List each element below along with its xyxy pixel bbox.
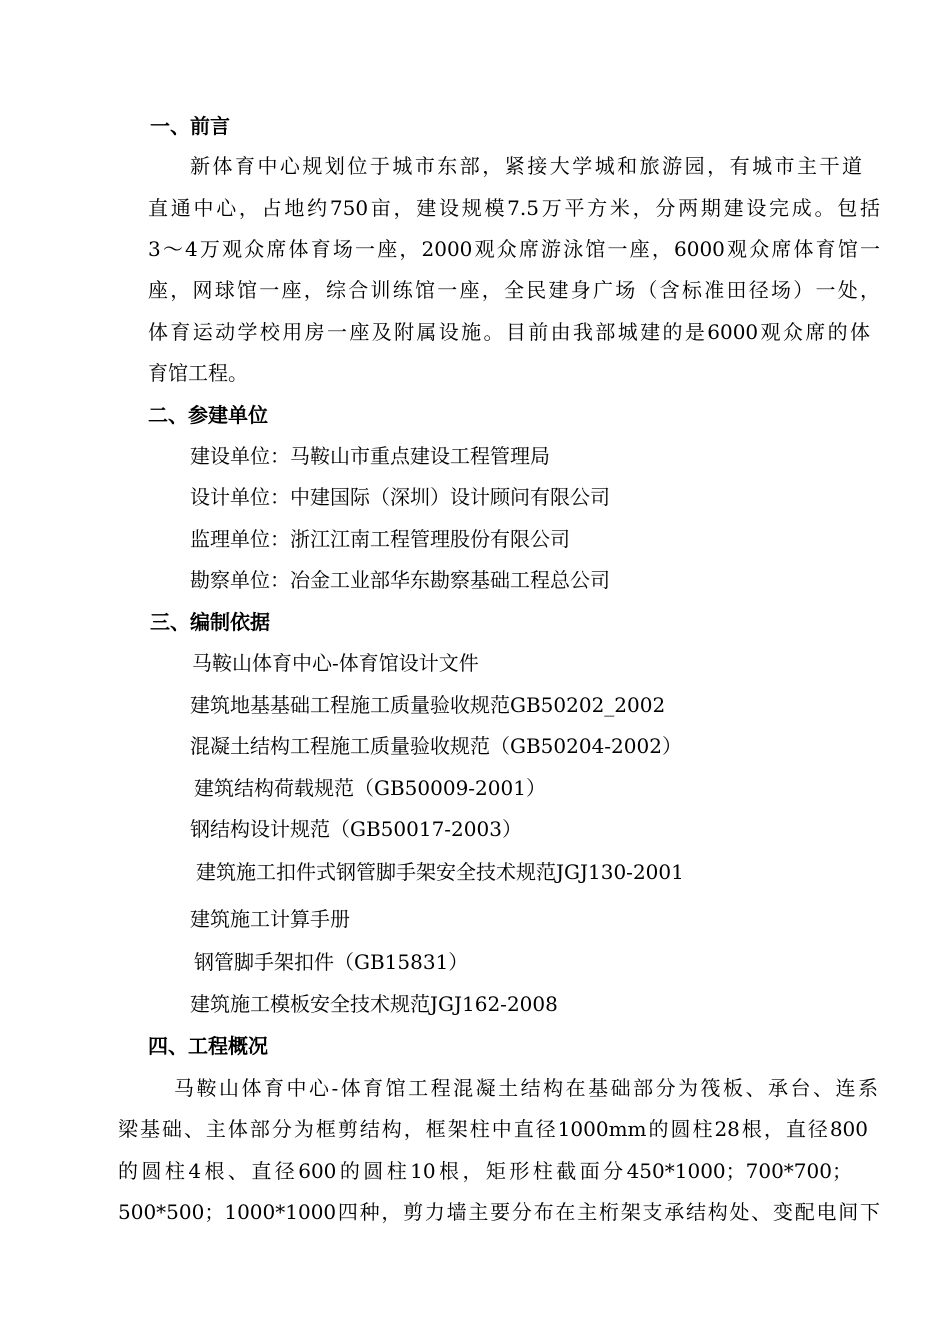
paragraph-line: 育馆工程。 <box>148 361 248 385</box>
paragraph-line: 直通中心，占地约750亩，建设规模7.5万平方米，分两期建设完成。包括 <box>148 196 880 220</box>
paragraph-line: 3～4万观众席体育场一座，2000观众席游泳馆一座，6000观众席体育馆一 <box>148 237 880 261</box>
unit-line: 监理单位：浙江江南工程管理股份有限公司 <box>190 527 570 551</box>
basis-item: 建筑施工模板安全技术规范JGJ162-2008 <box>190 992 558 1016</box>
unit-line: 勘察单位：冶金工业部华东勘察基础工程总公司 <box>190 568 610 592</box>
basis-item: 钢结构设计规范（GB50017-2003） <box>190 817 522 841</box>
basis-item: 建筑施工扣件式钢管脚手架安全技术规范JGJ130-2001 <box>196 860 684 884</box>
basis-item: 马鞍山体育中心-体育馆设计文件 <box>192 651 479 675</box>
paragraph-line: 新体育中心规划位于城市东部，紧接大学城和旅游园，有城市主干道 <box>190 154 862 178</box>
paragraph-line: 体育运动学校用房一座及附属设施。目前由我部城建的是6000观众席的体 <box>148 320 870 344</box>
unit-line: 建设单位：马鞍山市重点建设工程管理局 <box>190 444 550 468</box>
unit-line: 设计单位：中建国际（深圳）设计顾问有限公司 <box>190 485 610 509</box>
section-heading-preface: 一、前言 <box>150 114 230 138</box>
section-heading-units: 二、参建单位 <box>148 403 268 427</box>
paragraph-line: 的圆柱4根、直径600的圆柱10根，矩形柱截面分450*1000；700*700； <box>118 1159 852 1183</box>
basis-item: 钢管脚手架扣件（GB15831） <box>194 950 469 974</box>
basis-item: 建筑地基基础工程施工质量验收规范GB50202_2002 <box>190 693 666 717</box>
basis-item: 混凝土结构工程施工质量验收规范（GB50204-2002） <box>190 734 682 758</box>
paragraph-line: 座，网球馆一座，综合训练馆一座，全民建身广场（含标准田径场）一处， <box>148 278 880 302</box>
section-heading-basis: 三、编制依据 <box>150 610 270 634</box>
section-heading-overview: 四、工程概况 <box>148 1034 268 1058</box>
paragraph-line: 梁基础、主体部分为框剪结构，框架柱中直径1000mm的圆柱28根，直径800 <box>118 1117 868 1141</box>
basis-item: 建筑结构荷载规范（GB50009-2001） <box>194 776 546 800</box>
paragraph-line: 马鞍山体育中心-体育馆工程混凝土结构在基础部分为筏板、承台、连系 <box>174 1076 878 1100</box>
paragraph-line: 500*500；1000*1000四种，剪力墙主要分布在主桁架支承结构处、变配电间下 <box>118 1200 880 1224</box>
basis-item: 建筑施工计算手册 <box>190 907 350 931</box>
